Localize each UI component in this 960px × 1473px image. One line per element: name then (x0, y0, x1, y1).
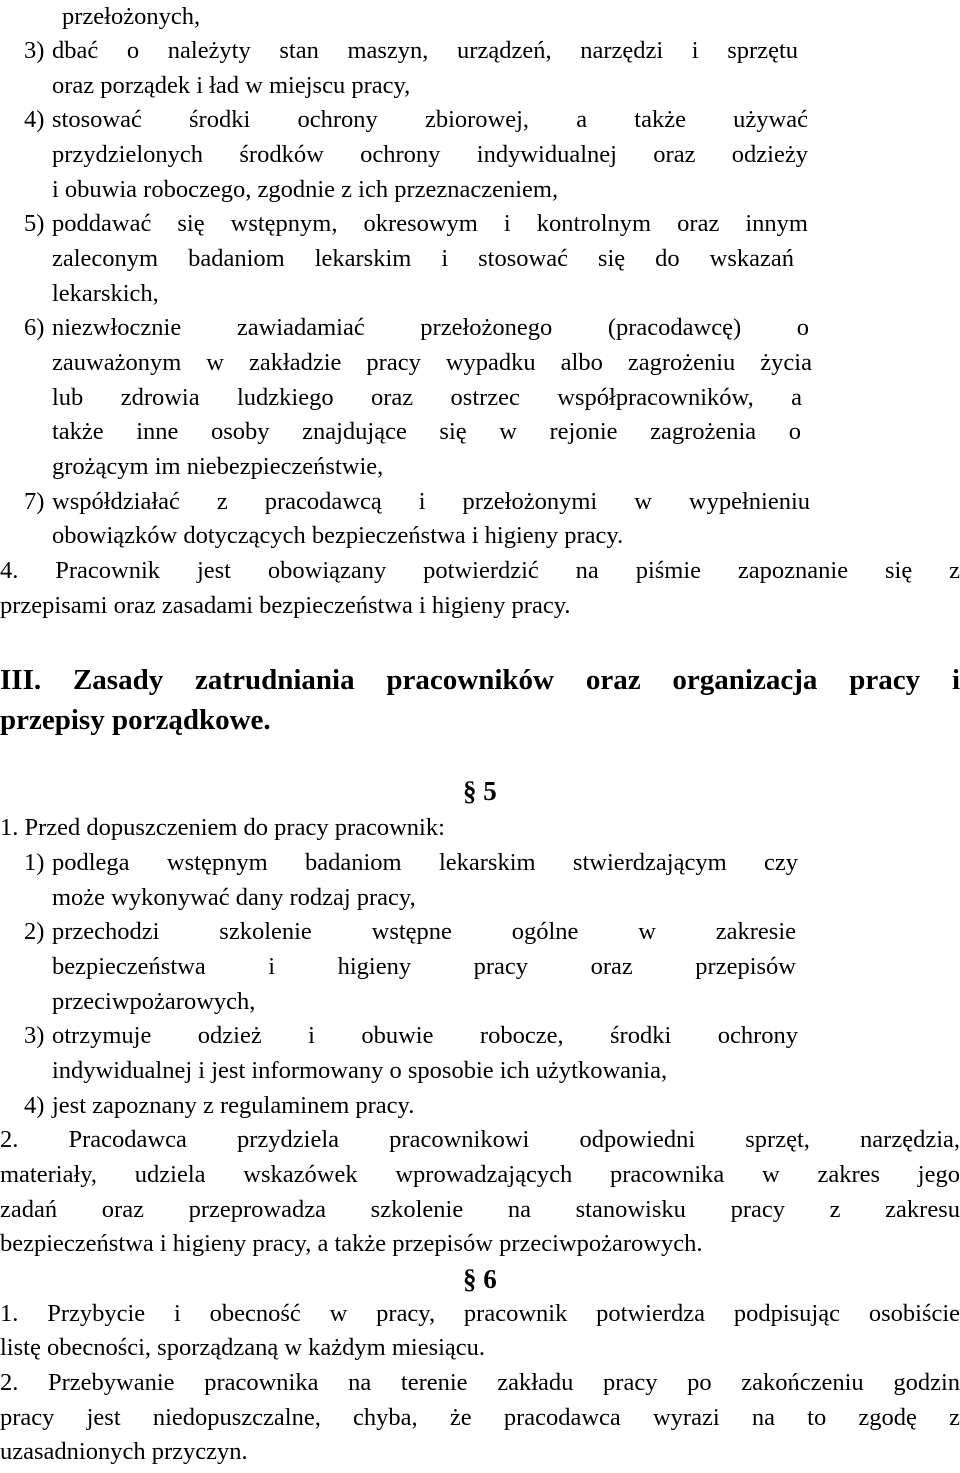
text-line: bezpieczeństwa i higieny pracy, a także przepisów przeciwpożarowych. (0, 1230, 703, 1257)
text-line: oraz porządek i ład w miejscu pracy, (52, 72, 411, 99)
text-line: dbać o należyty stan maszyn, urządzeń, narzędzi i sprzętu (52, 37, 798, 64)
item-number: 7) (24, 488, 45, 515)
text-line: materiały, udziela wskazówek wprowadzających pracownika w zakres jego (0, 1161, 960, 1188)
text-line: poddawać się wstępnym, okresowym i kontrolnym oraz innym (52, 210, 808, 237)
text-line: przydzielonych środków ochrony indywidualnej oraz odzieży (52, 141, 808, 168)
text-line: jest zapoznany z regulaminem pracy. (52, 1092, 415, 1119)
item-number: 3) (24, 1022, 45, 1049)
text-line: przepisami oraz zasadami bezpieczeństwa i higieny pracy. (0, 592, 571, 619)
text-line: także inne osoby znajdujące się w rejonie zagrożenia o (52, 418, 801, 445)
text-line: współdziałać z pracodawcą i przełożonymi w wypełnieniu (52, 488, 810, 515)
text-line: zadań oraz przeprowadza szkolenie na stanowisku pracy z zakresu (0, 1196, 960, 1223)
text-line: otrzymuje odzież i obuwie robocze, środki ochrony (52, 1022, 798, 1049)
text-line: przechodzi szkolenie wstępne ogólne w zakresie (52, 918, 796, 945)
list-item-6 (0, 311, 809, 346)
text-line: lub zdrowia ludzkiego oraz ostrzec współpracowników, a (52, 384, 802, 411)
list-item-7 (0, 485, 810, 520)
text-line: i obuwia roboczego, zgodnie z ich przeznaczeniem, (52, 176, 559, 203)
text-line: podlega wstępnym badaniom lekarskim stwierdzającym czy (52, 849, 798, 876)
paragraph-number: § 5 (463, 776, 497, 806)
text-line: 2. Przebywanie pracownika na terenie zakładu pracy po zakończeniu godzin (0, 1369, 960, 1396)
list-item-4 (0, 103, 808, 138)
list-item-5 (0, 207, 808, 242)
list-item-3 (0, 34, 800, 69)
item-number: 6) (24, 314, 45, 341)
text-line: przeciwpożarowych, (52, 988, 256, 1015)
text-line: przełożonych, (62, 3, 201, 30)
text-line: lekarskich, (52, 280, 159, 307)
text-line: grożącym im niebezpieczeństwie, (52, 453, 384, 480)
item-number: 2) (24, 918, 45, 945)
text-line: może wykonywać dany rodzaj pracy, (52, 884, 416, 911)
text-line: uzasadnionych przyczyn. (0, 1438, 248, 1465)
text-line: bezpieczeństwa i higieny pracy oraz przepisów (52, 953, 796, 980)
list-item-4 (0, 1089, 800, 1124)
item-number: 1) (24, 849, 45, 876)
item-number: 3) (24, 37, 45, 64)
text-line: 1. Przed dopuszczeniem do pracy pracownik: (0, 814, 445, 841)
paragraph-number: § 6 (463, 1264, 497, 1294)
list-item-2 (0, 915, 800, 950)
text-line: stosować środki ochrony zbiorowej, a także używać (52, 106, 808, 133)
text-line: 1. Przybycie i obecność w pracy, pracownik potwierdza podpisując osobiście (0, 1300, 960, 1327)
item-number: 4) (24, 1092, 45, 1119)
list-item-1 (0, 846, 800, 881)
text-line: indywidualnej i jest informowany o sposobie ich użytkowania, (52, 1057, 668, 1084)
text-line: obowiązków dotyczących bezpieczeństwa i higieny pracy. (52, 522, 624, 549)
list-item-3 (0, 1019, 800, 1054)
text-line: pracy jest niedopuszczalne, chyba, że pracodawca wyrazi na to zgodę z (0, 1404, 960, 1431)
item-number: 4) (24, 106, 45, 133)
text-line: zauważonym w zakładzie pracy wypadku albo zagrożeniu życia (52, 349, 812, 376)
text-line: zaleconym badaniom lekarskim i stosować się do wskazań (52, 245, 794, 272)
text-line: listę obecności, sporządzaną w każdym miesiącu. (0, 1334, 486, 1361)
section-heading: przepisy porządkowe. (0, 704, 271, 736)
text-line: 4. Pracownik jest obowiązany potwierdzić na piśmie zapoznanie się z (0, 557, 960, 584)
text-line: niezwłocznie zawiadamiać przełożonego (pracodawcę) o (52, 314, 809, 341)
item-number: 5) (24, 210, 45, 237)
text-line: 2. Pracodawca przydziela pracownikowi odpowiedni sprzęt, narzędzia, (0, 1126, 960, 1153)
section-heading: III. Zasady zatrudniania pracowników oraz organizacja pracy i (0, 664, 960, 696)
